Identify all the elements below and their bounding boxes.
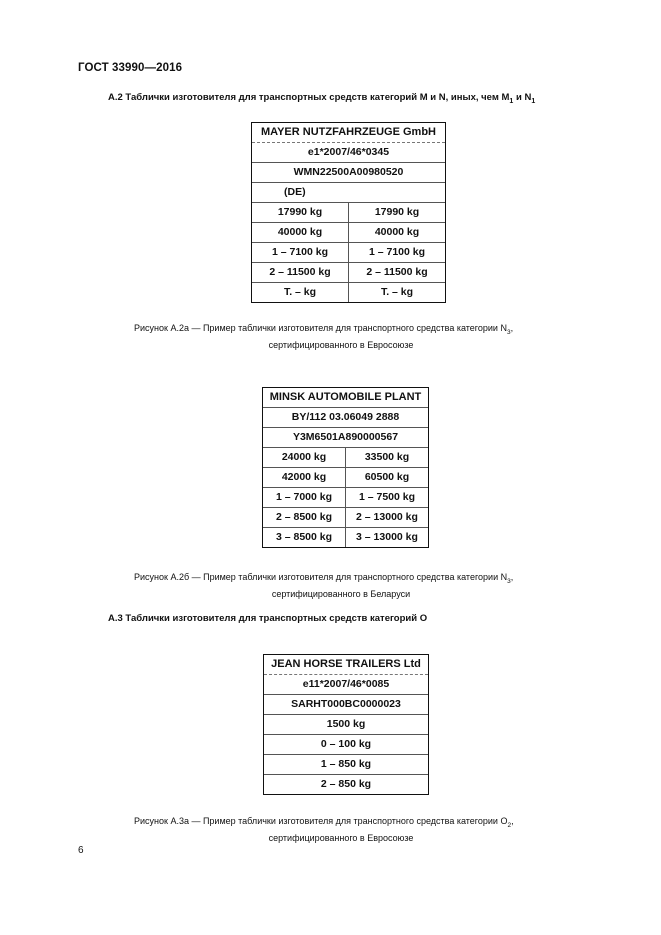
- plate-row: [263, 527, 428, 547]
- plate-value-right: 1 – 7500 kg: [345, 488, 428, 507]
- figure-caption-a2b: [134, 571, 574, 601]
- plate-row: [264, 714, 428, 734]
- plate-value: 1 – 850 kg: [320, 758, 372, 770]
- plate-value-left: 3 – 8500 kg: [275, 531, 333, 543]
- caption-sub: 2: [507, 821, 512, 829]
- plate-value-left: 1 – 7000 kg: [275, 491, 333, 503]
- caption-tail: ,: [510, 323, 514, 333]
- plate-approval-number: e1*2007/46*0345: [307, 146, 390, 158]
- plate-row: [263, 507, 428, 527]
- plate-row: [252, 262, 445, 282]
- plate-value-right: 2 – 13000 kg: [345, 508, 428, 527]
- plate-row-approval: [264, 674, 428, 694]
- caption-line2: сертифицированного в Евросоюзе: [268, 339, 414, 350]
- plate-row-vin: [264, 694, 428, 714]
- plate-manufacturer: MINSK AUTOMOBILE PLANT: [269, 391, 422, 403]
- caption-text: Рисунок А.3а — Пример таблички изготовителя для транспортного средства категории О: [134, 816, 508, 826]
- plate-value: 0 – 100 kg: [320, 738, 372, 750]
- caption-tail: ,: [510, 572, 514, 582]
- plate-manufacturer: MAYER NUTZFAHRZEUGE GmbH: [261, 126, 436, 138]
- plate-row: [264, 754, 428, 774]
- manufacturer-plate-mayer: [251, 122, 446, 303]
- section-a2-heading-text: А.2 Таблички изготовителя для транспортных средств категорий М и N, иных, чем М: [108, 92, 510, 103]
- plate-row: [263, 467, 428, 487]
- plate-row: [264, 774, 428, 794]
- plate-vin: SARHT000BC0000023: [291, 698, 401, 710]
- figure-caption-a3a: [134, 815, 574, 845]
- plate-manufacturer: JEAN HORSE TRAILERS Ltd: [271, 658, 421, 670]
- plate-value: 1500 kg: [326, 718, 366, 730]
- plate-row-manufacturer: [263, 388, 428, 407]
- plate-value-right: 2 – 11500 kg: [348, 263, 445, 282]
- plate-value-left: 17990 kg: [277, 206, 323, 218]
- plate-row: [263, 447, 428, 467]
- plate-value-left: 1 – 7100 kg: [271, 246, 329, 258]
- plate-value-right: 1 – 7100 kg: [348, 243, 445, 262]
- plate-row-vin: [263, 427, 428, 447]
- caption-tail: ,: [511, 816, 514, 826]
- plate-country-code: (DE): [284, 186, 306, 198]
- plate-row-approval: [252, 142, 445, 162]
- plate-row: [264, 734, 428, 754]
- plate-row: [252, 222, 445, 242]
- section-a2-heading-mid: и N: [513, 92, 532, 103]
- section-a2-heading: [108, 92, 535, 105]
- caption-line2: сертифицированного в Беларуси: [271, 588, 411, 599]
- caption-sub: 3: [507, 577, 511, 585]
- plate-value-left: 40000 kg: [277, 226, 323, 238]
- plate-value-right: 33500 kg: [345, 448, 428, 467]
- plate-row-manufacturer: [264, 655, 428, 674]
- section-a3-heading: А.3 Таблички изготовителя для транспортных средств категорий О: [108, 613, 428, 624]
- plate-row: [252, 242, 445, 262]
- manufacturer-plate-minsk: [262, 387, 429, 548]
- plate-value-left: 2 – 8500 kg: [275, 511, 333, 523]
- plate-row-approval: [263, 407, 428, 427]
- figure-caption-a2a: [134, 322, 574, 352]
- plate-value-right: 3 – 13000 kg: [345, 528, 428, 547]
- plate-row-manufacturer: [252, 123, 445, 142]
- manufacturer-plate-jean-horse: [263, 654, 429, 795]
- plate-row: [252, 202, 445, 222]
- plate-value-left: 24000 kg: [281, 451, 327, 463]
- caption-line2: сертифицированного в Евросоюзе: [268, 832, 414, 843]
- plate-value-right: 40000 kg: [348, 223, 445, 242]
- caption-sub: 3: [506, 328, 511, 336]
- caption-text: Рисунок А.2б — Пример таблички изготовителя для транспортного средства категории N: [134, 572, 508, 582]
- plate-approval-number: e11*2007/46*0085: [302, 678, 390, 690]
- plate-value-left: 2 – 11500 kg: [269, 266, 331, 278]
- section-a2-sub1: 1: [509, 97, 514, 105]
- plate-row: [252, 282, 445, 302]
- document-code: ГОСТ 33990—2016: [78, 62, 183, 74]
- caption-text: Рисунок А.2а — Пример таблички изготовителя для транспортного средства категории N: [134, 323, 507, 333]
- plate-value-right: T. – kg: [348, 283, 445, 302]
- plate-value-left: 42000 kg: [281, 471, 327, 483]
- plate-value-left: T. – kg: [283, 286, 317, 298]
- plate-approval-number: BY/112 03.06049 2888: [291, 411, 400, 423]
- plate-value-right: 17990 kg: [348, 203, 445, 222]
- plate-vin: WMN22500A00980520: [293, 166, 404, 178]
- plate-row: [263, 487, 428, 507]
- plate-vin: Y3M6501A890000567: [292, 431, 399, 443]
- page-number: 6: [78, 845, 84, 856]
- plate-row-vin: [252, 162, 445, 182]
- section-a2-sub2: 1: [531, 97, 536, 105]
- plate-value-right: 60500 kg: [345, 468, 428, 487]
- plate-row-code: [252, 182, 445, 202]
- plate-value: 2 – 850 kg: [320, 778, 372, 790]
